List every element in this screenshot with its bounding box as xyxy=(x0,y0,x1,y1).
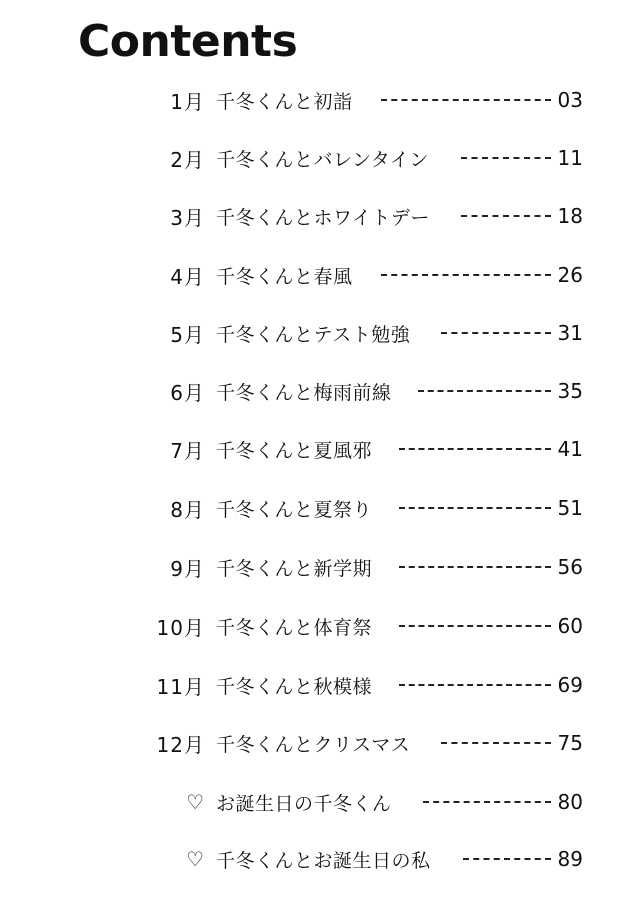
toc-page-number: 31 xyxy=(557,321,583,345)
toc-page-number: 69 xyxy=(557,673,583,697)
toc-title: 千冬くんとクリスマス xyxy=(216,733,411,756)
toc-page-number: 75 xyxy=(557,731,583,755)
toc-page-number: 89 xyxy=(557,847,583,871)
dot-leader xyxy=(423,801,551,805)
toc-title: 千冬くんと新学期 xyxy=(216,557,373,580)
toc-month: 6月 xyxy=(170,380,205,405)
toc-title: 千冬くんとホワイトデー xyxy=(216,206,430,229)
toc-page-number: 11 xyxy=(557,146,583,170)
toc-page-number: 03 xyxy=(557,88,583,112)
toc-title: 千冬くんと春風 xyxy=(216,265,353,288)
toc-title: 千冬くんと秋模様 xyxy=(216,675,373,698)
toc-entry xyxy=(0,82,633,118)
toc-month: 9月 xyxy=(170,556,205,581)
page-title: Contents xyxy=(78,16,298,67)
dot-leader xyxy=(399,507,551,511)
toc-entry xyxy=(0,549,633,585)
toc-month: 11月 xyxy=(156,674,205,699)
toc-title: 千冬くんとテスト勉強 xyxy=(216,323,411,346)
toc-title: 千冬くんと初詣 xyxy=(216,90,353,113)
toc-title: 千冬くんと夏祭り xyxy=(216,498,373,521)
toc-title: お誕生日の千冬くん xyxy=(216,792,392,815)
toc-entry xyxy=(0,608,633,644)
toc-page-number: 41 xyxy=(557,437,583,461)
toc-entry xyxy=(0,373,633,409)
toc-month: 4月 xyxy=(170,264,205,289)
toc-month: ♡ xyxy=(186,847,205,871)
toc-month: 12月 xyxy=(156,732,205,757)
toc-entry xyxy=(0,667,633,703)
toc-month: 5月 xyxy=(170,322,205,347)
dot-leader xyxy=(441,742,551,746)
dot-leader xyxy=(381,99,551,103)
toc-page-number: 35 xyxy=(557,379,583,403)
toc-page-number: 26 xyxy=(557,263,583,287)
toc-entry xyxy=(0,315,633,351)
dot-leader xyxy=(463,858,551,862)
toc-title: 千冬くんと体育祭 xyxy=(216,616,373,639)
dot-leader xyxy=(399,448,551,452)
dot-leader xyxy=(399,566,551,570)
toc-title: 千冬くんとバレンタイン xyxy=(216,148,429,171)
toc-month: ♡ xyxy=(186,790,205,814)
toc-entry xyxy=(0,841,633,877)
toc-page-number: 51 xyxy=(557,496,583,520)
toc-entry xyxy=(0,431,633,467)
toc-entry xyxy=(0,784,633,820)
toc-entry xyxy=(0,725,633,761)
toc-month: 7月 xyxy=(170,438,205,463)
toc-title: 千冬くんと梅雨前線 xyxy=(216,381,392,404)
toc-entry xyxy=(0,140,633,176)
dot-leader xyxy=(441,332,551,336)
dot-leader xyxy=(381,274,551,278)
toc-page-number: 56 xyxy=(557,555,583,579)
toc-month: 8月 xyxy=(170,497,205,522)
toc-month: 2月 xyxy=(170,147,205,172)
toc-entry xyxy=(0,257,633,293)
dot-leader xyxy=(461,215,551,219)
toc-month: 3月 xyxy=(170,205,205,230)
dot-leader xyxy=(399,625,551,629)
toc-entry xyxy=(0,490,633,526)
toc-page-number: 80 xyxy=(557,790,583,814)
dot-leader xyxy=(461,157,551,161)
dot-leader xyxy=(418,390,551,394)
dot-leader xyxy=(399,684,551,688)
toc-month: 10月 xyxy=(156,615,205,640)
toc-page-number: 18 xyxy=(557,204,583,228)
toc-title: 千冬くんとお誕生日の私 xyxy=(216,849,431,872)
toc-month: 1月 xyxy=(170,89,205,114)
toc-page-number: 60 xyxy=(557,614,583,638)
toc-entry xyxy=(0,198,633,234)
toc-title: 千冬くんと夏風邪 xyxy=(216,439,373,462)
